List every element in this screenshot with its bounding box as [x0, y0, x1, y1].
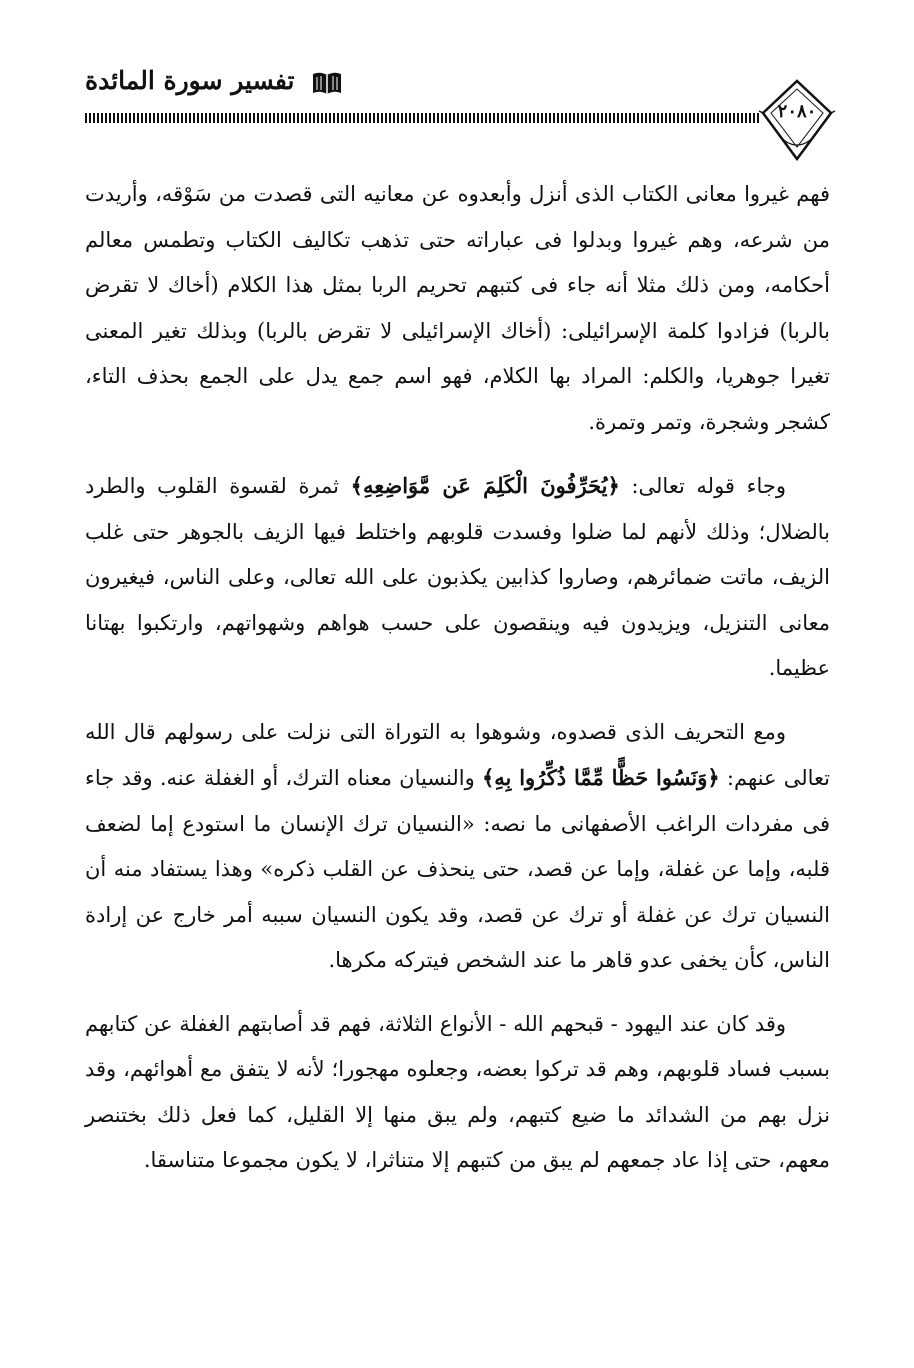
- paragraph-3-text: والنسيان معناه الترك، أو الغفلة عنه. وقد جاء فى مفردات الراغب الأصفهانى ما نصه: «النسيان ترك الإنسان ما استودع إما لضعف قلبه، وإما عن غفلة، وإما عن قصد، حتى ينحذف عن القلب ذكره» وهذا يستفاد منه أن النسيان ترك عن غفلة أو ترك عن قصد، وقد يكون النسيان سببه أمر خارج عن إرادة الناس، كأن يخفى عدو قاهر ما عند الشخص فيتركه مكرها.: [85, 766, 830, 972]
- page-header: [0, 0, 914, 170]
- paragraph-1: فهم غيروا معانى الكتاب الذى أنزل وأبعدوه عن معانيه التى قصدت من سَوْقه، وأريدت من شرعه، وهم غيروا وبدلوا فى عباراته حتى تذهب تكاليف الكتاب وتطمس معالم أحكامه، ومن ذلك مثلا أنه جاء فى كتبهم تحريم الربا بمثل هذا الكلام (أخاك لا تقرض بالربا) فزادوا كلمة الإسرائيلى: (أخاك الإسرائيلى لا تقرض بالربا) وبذلك تغير المعنى تغيرا جوهريا، والكلم: المراد بها الكلام، فهو اسم جمع يدل على الجمع بحذف التاء، كشجر وشجرة، وتمر وتمرة.: [85, 182, 830, 434]
- quran-verse-quote: ﴿وَنَسُوا حَظًّا مِّمَّا ذُكِّرُوا بِهِ﴾: [481, 765, 720, 790]
- quran-verse-quote: ﴿يُحَرِّفُونَ الْكَلِمَ عَن مَّوَاضِعِهِ﴾: [350, 473, 620, 498]
- paragraph-2-intro: وجاء قوله تعالى:: [619, 474, 786, 498]
- paragraph-2: [85, 463, 830, 692]
- page-number: ٢٠٨٠: [777, 101, 817, 122]
- paragraph-3-intro: ومع التحريف الذى قصدوه، وشوهوا به التوراة التى نزلت على رسولهم قال الله تعالى عنهم:: [85, 719, 831, 790]
- paragraph-4: وقد كان عند اليهود - قبحهم الله - الأنواع الثلاثة، فهم قد أصابتهم الغفلة عن كتابهم بسبب فساد قلوبهم، وهم قد تركوا بعضه، وجعلوه مهجورا؛ لأنه لا يتفق مع أهوائهم، وقد نزل بهم من الشدائد ما ضيع كتبهم، ولم يبق منها إلا القليل، كما فعل ذلك بختنصر معهم، حتى إذا عاد جمعهم لم يبق من كتبهم إلا متناثرا، لا يكون مجموعا متناسقا.: [85, 1011, 830, 1172]
- surah-title: تفسير سورة المائدة: [85, 66, 295, 95]
- page-body: [85, 172, 830, 1202]
- header-rule: [85, 113, 761, 123]
- book-ornament-icon: [310, 70, 344, 96]
- paragraph-2-text: ثمرة لقسوة القلوب والطرد بالضلال؛ وذلك لأنهم لما ضلوا وفسدت قلوبهم واختلط فيها الزيف بالجوهر حتى غلب الزيف، ماتت ضمائرهم، وصاروا كذابين يكذبون على الله تعالى، وعلى الناس، فيغيرون معانى التنزيل، ويزيدون فيه وينقصون على حسب هواهم وشهواتهم، وارتكبوا بهتانا عظيما.: [85, 474, 830, 680]
- paragraph-3: [85, 710, 830, 984]
